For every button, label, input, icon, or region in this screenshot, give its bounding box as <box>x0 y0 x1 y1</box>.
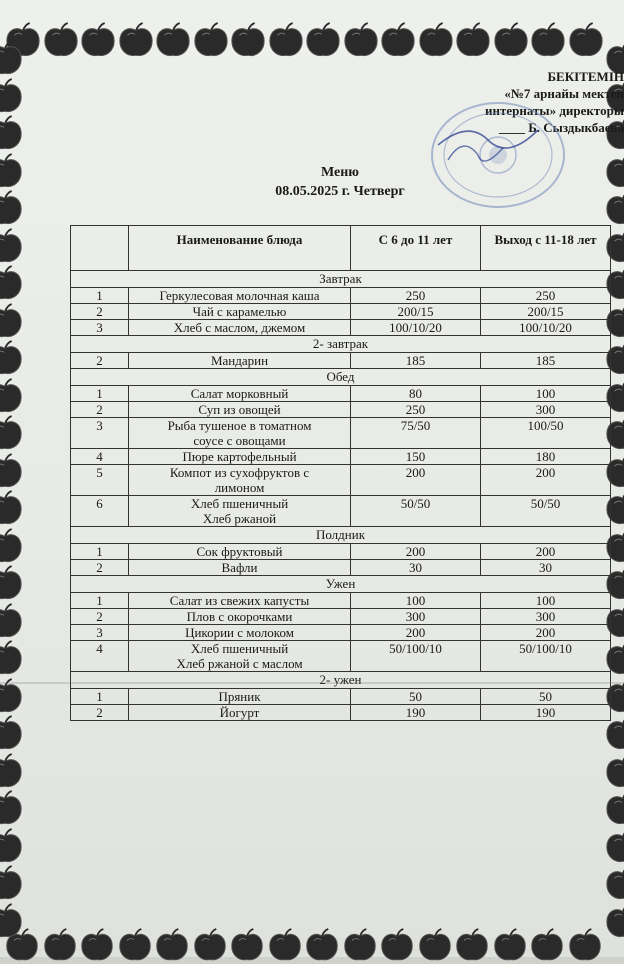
dish-line: Йогурт <box>219 705 260 720</box>
portion-6-11: 250 <box>351 288 481 304</box>
dish-name <box>129 288 351 304</box>
portion-11-18: 100/50 <box>481 418 611 449</box>
dish-line: Сок фруктовый <box>196 544 283 559</box>
dish-line: Салат морковный <box>190 386 289 401</box>
table-row <box>71 625 611 641</box>
dish-name <box>129 449 351 465</box>
table-row <box>71 544 611 560</box>
table-row <box>71 304 611 320</box>
portion-6-11: 200 <box>351 625 481 641</box>
apple-icon <box>304 928 340 964</box>
table-row <box>71 705 611 721</box>
apple-icon <box>0 565 24 603</box>
apple-icon <box>0 115 24 153</box>
apple-icon <box>192 22 230 60</box>
portion-11-18: 100 <box>481 386 611 402</box>
apple-icon <box>0 865 24 903</box>
apple-icon <box>417 928 453 964</box>
apple-icon <box>154 22 192 60</box>
row-number: 2 <box>71 705 129 721</box>
dish-name <box>129 465 351 496</box>
apple-icon <box>0 78 24 116</box>
table-header-row <box>71 226 611 271</box>
apple-icon <box>342 22 380 60</box>
table-row <box>71 353 611 369</box>
row-number: 5 <box>71 465 129 496</box>
dish-line: Вафли <box>221 560 258 575</box>
row-number: 4 <box>71 449 129 465</box>
dish-line: лимоном <box>214 480 265 495</box>
dish-name <box>129 593 351 609</box>
table-row <box>71 609 611 625</box>
apple-icon <box>79 928 115 964</box>
portion-6-11: 100/10/20 <box>351 320 481 336</box>
section-title: 2- завтрак <box>71 336 611 353</box>
apple-icon <box>379 22 417 60</box>
portion-11-18: 200 <box>481 544 611 560</box>
apple-icon <box>267 928 303 964</box>
dish-name <box>129 625 351 641</box>
row-number: 4 <box>71 641 129 672</box>
portion-11-18: 100 <box>481 593 611 609</box>
apple-icon <box>454 928 490 964</box>
portion-11-18: 250 <box>481 288 611 304</box>
header-num <box>71 226 129 271</box>
section-row <box>71 271 611 288</box>
row-number: 2 <box>71 560 129 576</box>
row-number: 1 <box>71 288 129 304</box>
dish-line: Пюре картофельный <box>182 449 297 464</box>
row-number: 6 <box>71 496 129 527</box>
apple-icon <box>604 903 624 941</box>
menu-table <box>70 225 611 721</box>
apple-icon <box>229 22 267 60</box>
apple-icon <box>0 790 24 828</box>
portion-6-11: 150 <box>351 449 481 465</box>
apple-icon <box>529 22 567 60</box>
dish-line: Цикории с молоком <box>185 625 294 640</box>
dish-line: Хлеб с маслом, джемом <box>173 320 306 335</box>
portion-11-18: 50/50 <box>481 496 611 527</box>
portion-6-11: 30 <box>351 560 481 576</box>
apple-icon <box>454 22 492 60</box>
apple-icon <box>0 453 24 491</box>
apple-icon <box>0 40 24 78</box>
dish-line: соусе с овощами <box>193 433 286 448</box>
dish-line: Салат из свежих капусты <box>169 593 310 608</box>
row-number: 1 <box>71 386 129 402</box>
menu-date: 08.05.2025 г. Четверг <box>275 184 405 199</box>
section-title: Полдник <box>71 527 611 544</box>
row-number: 3 <box>71 625 129 641</box>
apple-icon <box>604 753 624 791</box>
dish-name <box>129 544 351 560</box>
apple-icon <box>0 903 24 941</box>
row-number: 1 <box>71 593 129 609</box>
portion-11-18: 180 <box>481 449 611 465</box>
table-row <box>71 560 611 576</box>
header-age-11-18: Выход с 11-18 лет <box>481 226 611 271</box>
portion-11-18: 185 <box>481 353 611 369</box>
portion-11-18: 200 <box>481 465 611 496</box>
table-row <box>71 593 611 609</box>
menu-title: Меню <box>320 165 359 180</box>
apple-icon <box>529 928 565 964</box>
dish-name <box>129 705 351 721</box>
signature-icon <box>438 130 538 148</box>
portion-11-18: 300 <box>481 609 611 625</box>
portion-6-11: 50/50 <box>351 496 481 527</box>
section-row <box>71 336 611 353</box>
apple-icon <box>0 640 24 678</box>
portion-11-18: 300 <box>481 402 611 418</box>
approval-heading: БЕКІТЕМІН <box>547 69 624 84</box>
paper-fold <box>0 682 624 684</box>
dish-name <box>129 496 351 527</box>
table-row <box>71 288 611 304</box>
apple-border-bottom <box>0 928 624 960</box>
apple-icon <box>42 928 78 964</box>
dish-name <box>129 353 351 369</box>
table-row <box>71 418 611 449</box>
portion-6-11: 200 <box>351 544 481 560</box>
portion-6-11: 50/100/10 <box>351 641 481 672</box>
row-number: 1 <box>71 689 129 705</box>
portion-6-11: 300 <box>351 609 481 625</box>
apple-icon <box>304 22 342 60</box>
apple-icon <box>342 928 378 964</box>
apple-icon <box>0 828 24 866</box>
table-row <box>71 496 611 527</box>
apple-icon <box>117 22 155 60</box>
portion-6-11: 200 <box>351 465 481 496</box>
row-number: 3 <box>71 418 129 449</box>
portion-6-11: 80 <box>351 386 481 402</box>
apple-icon <box>117 928 153 964</box>
portion-11-18: 190 <box>481 705 611 721</box>
row-number: 2 <box>71 609 129 625</box>
apple-icon <box>192 928 228 964</box>
section-row <box>71 672 611 689</box>
dish-name <box>129 386 351 402</box>
apple-icon <box>567 22 605 60</box>
apple-icon <box>0 753 24 791</box>
dish-line: Хлеб ржаной <box>202 511 277 526</box>
portion-11-18: 200 <box>481 625 611 641</box>
apple-icon <box>604 828 624 866</box>
section-row <box>71 527 611 544</box>
apple-icon <box>417 22 455 60</box>
apple-icon <box>0 490 24 528</box>
row-number: 2 <box>71 353 129 369</box>
portion-6-11: 190 <box>351 705 481 721</box>
dish-name <box>129 418 351 449</box>
dish-line: Пряник <box>218 689 261 704</box>
apple-icon <box>0 415 24 453</box>
table-row <box>71 449 611 465</box>
apple-icon <box>0 340 24 378</box>
section-title: Завтрак <box>71 271 611 288</box>
apple-icon <box>42 22 80 60</box>
apple-icon <box>604 865 624 903</box>
dish-name <box>129 320 351 336</box>
section-title: 2- ужен <box>71 672 611 689</box>
row-number: 3 <box>71 320 129 336</box>
dish-line: Компот из сухофруктов с <box>169 465 310 480</box>
apple-icon <box>0 528 24 566</box>
dish-name <box>129 689 351 705</box>
apple-icon <box>0 715 24 753</box>
apple-icon <box>0 265 24 303</box>
table-row <box>71 465 611 496</box>
dish-name <box>129 609 351 625</box>
row-number: 1 <box>71 544 129 560</box>
apple-icon <box>0 303 24 341</box>
apple-border-top <box>0 22 624 62</box>
dish-line: Мандарин <box>210 353 269 368</box>
apple-icon <box>79 22 117 60</box>
table-row <box>71 320 611 336</box>
section-title: Обед <box>71 369 611 386</box>
row-number: 2 <box>71 304 129 320</box>
table-row <box>71 689 611 705</box>
dish-line: Хлеб пшеничный <box>190 641 289 656</box>
dish-name <box>129 304 351 320</box>
dish-line: Хлеб ржаной с маслом <box>176 656 303 671</box>
table-row <box>71 386 611 402</box>
apple-icon <box>154 928 190 964</box>
dish-line: Геркулесовая молочная каша <box>159 288 320 303</box>
table-row <box>71 641 611 672</box>
dish-line: Плов с окорочками <box>186 609 293 624</box>
apple-icon <box>229 928 265 964</box>
dish-name <box>129 641 351 672</box>
dish-line: Суп из овощей <box>198 402 281 417</box>
portion-6-11: 200/15 <box>351 304 481 320</box>
apple-icon <box>379 928 415 964</box>
apple-icon <box>492 928 528 964</box>
portion-11-18: 50 <box>481 689 611 705</box>
section-title: Ужен <box>71 576 611 593</box>
apple-icon <box>567 928 603 964</box>
dish-name <box>129 402 351 418</box>
apple-icon <box>492 22 530 60</box>
portion-6-11: 185 <box>351 353 481 369</box>
portion-6-11: 250 <box>351 402 481 418</box>
portion-11-18: 50/100/10 <box>481 641 611 672</box>
header-age-6-11: С 6 до 11 лет <box>351 226 481 271</box>
apple-icon <box>267 22 305 60</box>
section-row <box>71 369 611 386</box>
apple-icon <box>604 790 624 828</box>
table-row <box>71 402 611 418</box>
portion-6-11: 100 <box>351 593 481 609</box>
header-dish: Наименование блюда <box>129 226 351 271</box>
apple-icon <box>0 228 24 266</box>
portion-6-11: 75/50 <box>351 418 481 449</box>
dish-line: Рыба тушеное в томатном <box>167 418 312 433</box>
approval-line-1: «№7 арнайы мектеп <box>504 86 624 101</box>
dish-line: Чай с карамелью <box>192 304 287 319</box>
portion-11-18: 200/15 <box>481 304 611 320</box>
portion-11-18: 30 <box>481 560 611 576</box>
approval-line-2: интернаты» директоры <box>485 103 624 118</box>
apple-icon <box>0 603 24 641</box>
row-number: 2 <box>71 402 129 418</box>
dish-line: Хлеб пшеничный <box>190 496 289 511</box>
portion-11-18: 100/10/20 <box>481 320 611 336</box>
apple-icon <box>0 378 24 416</box>
dish-name <box>129 560 351 576</box>
section-row <box>71 576 611 593</box>
menu-table-body <box>71 271 611 721</box>
approval-line-3: ____ Б. Сыздыкбаева <box>498 120 624 135</box>
portion-6-11: 50 <box>351 689 481 705</box>
